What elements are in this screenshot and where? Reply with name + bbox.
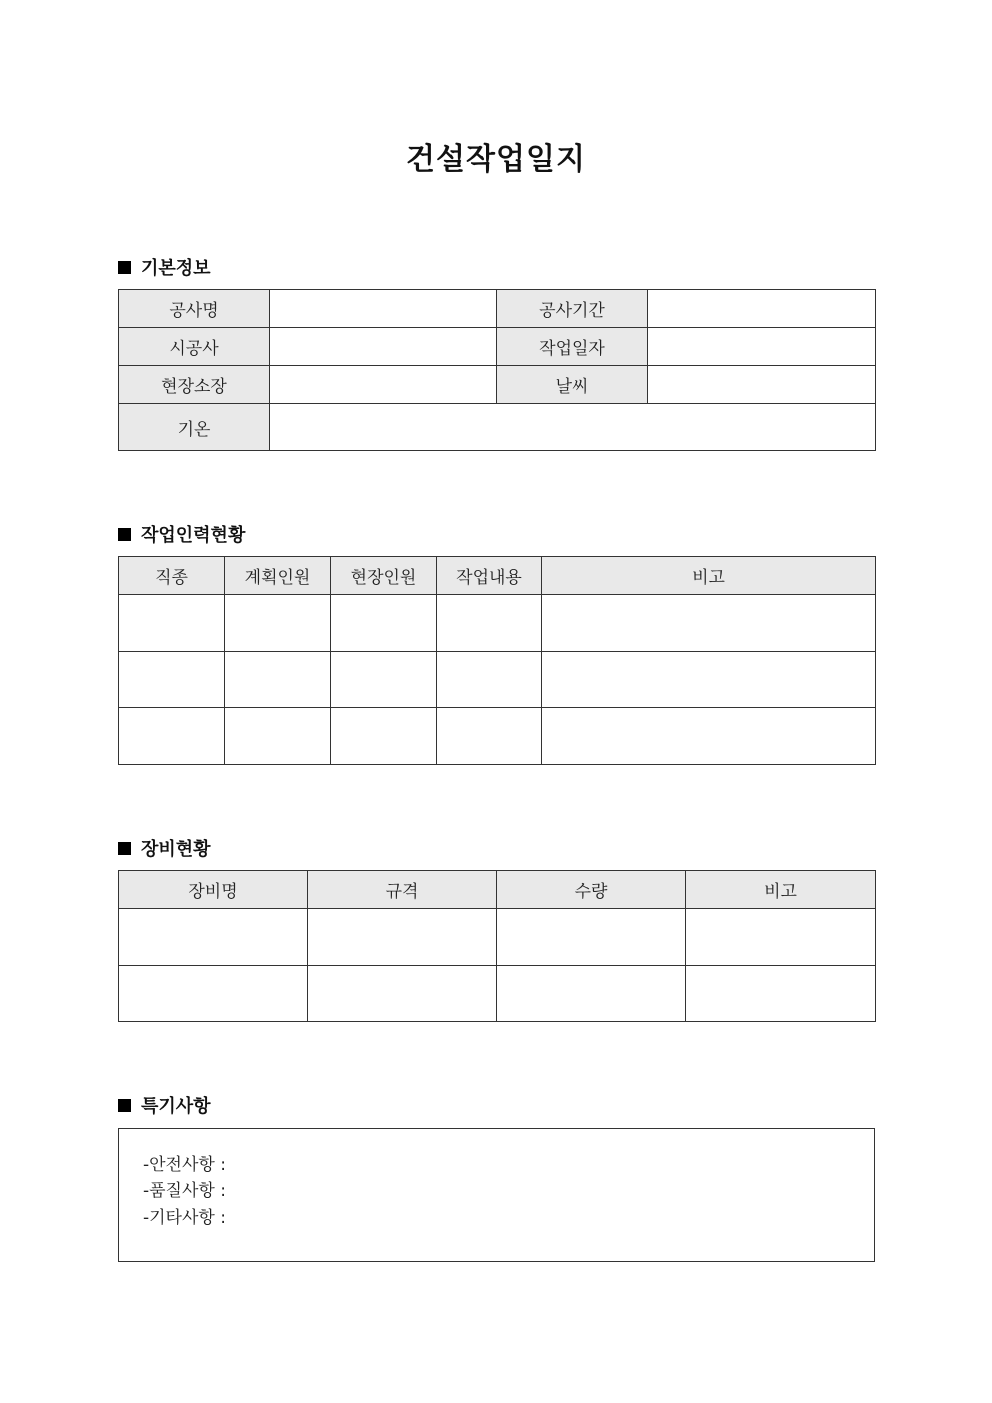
table-cell[interactable] bbox=[331, 708, 437, 765]
table-cell[interactable] bbox=[437, 708, 542, 765]
remark-quality: -품질사항 : bbox=[143, 1181, 226, 1201]
table-cell[interactable] bbox=[119, 708, 225, 765]
table-cell[interactable] bbox=[331, 652, 437, 708]
remark-other: -기타사항 : bbox=[143, 1208, 226, 1228]
section-label: 기본정보 bbox=[141, 258, 211, 279]
section-label: 작업인력현황 bbox=[141, 525, 246, 546]
table-cell[interactable] bbox=[225, 595, 331, 652]
label-temperature: 기온 bbox=[119, 404, 270, 451]
section-title-basic bbox=[118, 254, 211, 280]
header-planned: 계획인원 bbox=[225, 557, 331, 595]
label-contractor: 시공사 bbox=[119, 328, 270, 366]
header-spec: 규격 bbox=[308, 871, 497, 909]
table-cell[interactable] bbox=[542, 652, 876, 708]
label-project-name: 공사명 bbox=[119, 290, 270, 328]
header-equipment-name: 장비명 bbox=[119, 871, 308, 909]
table-row bbox=[119, 909, 876, 966]
table-row bbox=[119, 966, 876, 1022]
contractor-field[interactable] bbox=[270, 328, 497, 366]
weather-field[interactable] bbox=[648, 366, 876, 404]
period-field[interactable] bbox=[648, 290, 876, 328]
header-trade: 직종 bbox=[119, 557, 225, 595]
table-cell[interactable] bbox=[119, 595, 225, 652]
table-cell[interactable] bbox=[119, 909, 308, 966]
label-site-manager: 현장소장 bbox=[119, 366, 270, 404]
header-work-content: 작업내용 bbox=[437, 557, 542, 595]
section-label: 장비현황 bbox=[141, 839, 211, 860]
table-cell[interactable] bbox=[497, 966, 686, 1022]
table-cell[interactable] bbox=[437, 595, 542, 652]
project-name-field[interactable] bbox=[270, 290, 497, 328]
square-bullet-icon bbox=[118, 528, 131, 541]
site-manager-field[interactable] bbox=[270, 366, 497, 404]
square-bullet-icon bbox=[118, 842, 131, 855]
page-title: 건설작업일지 bbox=[406, 142, 586, 177]
label-weather: 날씨 bbox=[497, 366, 648, 404]
table-cell[interactable] bbox=[686, 966, 876, 1022]
remarks-box[interactable] bbox=[118, 1128, 875, 1262]
table-cell[interactable] bbox=[542, 708, 876, 765]
header-onsite: 현장인원 bbox=[331, 557, 437, 595]
section-title-remarks bbox=[118, 1092, 211, 1118]
manpower-table bbox=[118, 556, 876, 765]
remark-safety: -안전사항 : bbox=[143, 1155, 226, 1175]
table-cell[interactable] bbox=[542, 595, 876, 652]
header-note: 비고 bbox=[542, 557, 876, 595]
table-row bbox=[119, 708, 876, 765]
header-quantity: 수량 bbox=[497, 871, 686, 909]
table-cell[interactable] bbox=[308, 909, 497, 966]
table-row bbox=[119, 595, 876, 652]
section-title-equipment bbox=[118, 835, 211, 861]
table-cell[interactable] bbox=[225, 652, 331, 708]
table-cell[interactable] bbox=[225, 708, 331, 765]
label-work-date: 작업일자 bbox=[497, 328, 648, 366]
temperature-field[interactable] bbox=[270, 404, 876, 451]
table-cell[interactable] bbox=[119, 652, 225, 708]
basic-info-table bbox=[118, 289, 876, 451]
label-period: 공사기간 bbox=[497, 290, 648, 328]
table-cell[interactable] bbox=[437, 652, 542, 708]
equipment-table bbox=[118, 870, 876, 1022]
table-cell[interactable] bbox=[308, 966, 497, 1022]
header-note: 비고 bbox=[686, 871, 876, 909]
table-cell[interactable] bbox=[497, 909, 686, 966]
square-bullet-icon bbox=[118, 1099, 131, 1112]
table-cell[interactable] bbox=[119, 966, 308, 1022]
section-label: 특기사항 bbox=[141, 1096, 211, 1117]
table-cell[interactable] bbox=[331, 595, 437, 652]
square-bullet-icon bbox=[118, 261, 131, 274]
table-row bbox=[119, 652, 876, 708]
section-title-manpower bbox=[118, 521, 245, 547]
work-date-field[interactable] bbox=[648, 328, 876, 366]
table-cell[interactable] bbox=[686, 909, 876, 966]
